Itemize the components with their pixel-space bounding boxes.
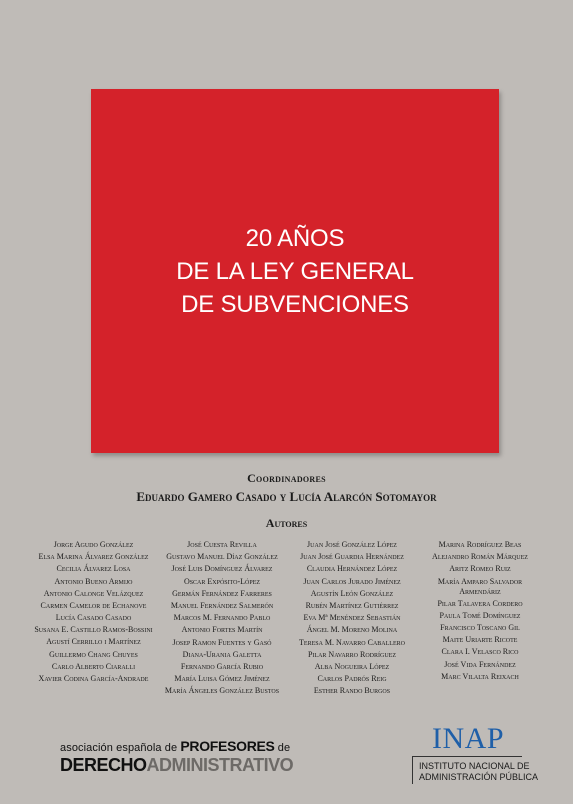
author-name: Juan Carlos Jurado Jiménez (303, 576, 401, 586)
author-name: Maite Uriarte Ricote (442, 635, 518, 645)
association-line-2 (60, 755, 293, 776)
author-name: Eva Mª Menéndez Sebastián (303, 613, 401, 623)
author-name: Manuel Fernández Salmerón (170, 601, 274, 611)
author-name: Germán Fernández Farreres (172, 588, 272, 598)
author-name: Gustavo Manuel Díaz González (166, 552, 278, 562)
author-name: Pilar Talavera Cordero (437, 598, 523, 608)
author-name: Agustí Cerrillo i Martínez (46, 637, 141, 647)
coordinators-names: Eduardo Gamero Casado y Lucía Alarcón Sotomayor (136, 489, 437, 504)
author-name: Marcos M. Fernando Pablo (173, 613, 271, 623)
title-box (91, 89, 499, 453)
author-name: Marina Rodríguez Beas (438, 540, 522, 549)
author-name: Carlos Padrós Reig (317, 674, 387, 684)
author-name: Antonio Fortes Martín (181, 625, 263, 635)
author-name: José Vida Fernández (444, 659, 516, 669)
author-name: Teresa M. Navarro Caballero (299, 637, 405, 647)
association-suffix: de (274, 742, 291, 754)
association-line-1 (60, 738, 293, 754)
author-name: Josep Ramon Fuentes y Gasó (172, 637, 272, 647)
author-name: Oscar Expósito-López (183, 576, 261, 586)
author-name: Francisco Toscano Gil (440, 623, 520, 633)
title-line-1: 20 AÑOS (245, 225, 345, 252)
association-profesores: PROFESORES (180, 738, 275, 754)
author-name: Susana E. Castillo Ramos-Bossini (34, 625, 153, 635)
title-line-3: DE SUBVENCIONES (181, 291, 409, 318)
author-name: José Luis Domínguez Álvarez (171, 564, 273, 574)
author-name: Rubén Martínez Gutiérrez (305, 601, 399, 611)
author-name: José Cuesta Revilla (187, 540, 257, 549)
inap-name (419, 761, 538, 783)
author-name: María Ángeles González Bustos (164, 686, 280, 696)
author-name: Carmen Camelor de Echanove (40, 601, 147, 611)
book-title (91, 222, 499, 321)
inap-divider (412, 756, 522, 757)
author-name: Agustín León González (310, 588, 394, 598)
author-name: María Amparo Salvador Armendáriz (437, 576, 523, 596)
association-derecho: DERECHO (60, 755, 147, 775)
author-name: Aritz Romeo Ruiz (449, 564, 511, 574)
authors-column-2 (158, 539, 286, 698)
association-prefix: asociación española de (60, 742, 181, 754)
author-name: Xavier Codina García-Andrade (38, 674, 149, 684)
author-name: Guillermo Chang Chuyes (49, 649, 138, 659)
association-logo (60, 738, 293, 776)
inap-line-1: INSTITUTO NACIONAL DE (419, 761, 530, 771)
authors-column-3 (292, 539, 412, 698)
author-name: Alba Nogueira López (314, 662, 390, 672)
author-name: Marc Vilalta Reixach (441, 671, 519, 681)
author-name: Carlo Alberto Ciaralli (51, 661, 136, 671)
author-name: Cecilia Álvarez Losa (56, 564, 131, 574)
coordinators-label: Coordinadores (247, 471, 326, 485)
authors-label: Autores (265, 516, 308, 530)
inap-line-2: ADMINISTRACIÓN PÚBLICA (419, 772, 539, 782)
author-name: Clara I. Velasco Rico (441, 647, 519, 657)
inap-logo: INAP (432, 722, 505, 755)
author-name: Juan José González López (307, 540, 397, 549)
author-name: Ángel M. Moreno Molina (306, 625, 398, 635)
author-name: Lucía Casado Casado (55, 613, 132, 623)
author-name: Diana-Urania Galetta (182, 649, 262, 659)
author-name: Fernando García Rubio (180, 662, 264, 672)
authors-column-1 (30, 539, 157, 685)
author-name: María Luisa Gómez Jiménez (174, 674, 270, 684)
authors-column-4 (424, 539, 536, 683)
inap-divider-vertical (412, 756, 413, 784)
author-name: Elsa Marina Álvarez González (38, 552, 149, 562)
author-name: Pilar Navarro Rodríguez (307, 649, 396, 659)
author-name: Claudia Hernández López (306, 564, 398, 574)
author-name: Esther Rando Burgos (313, 686, 391, 696)
author-name: Juan José Guardia Hernández (300, 552, 404, 562)
association-administrativo: ADMINISTRATIVO (146, 755, 294, 775)
title-line-2: DE LA LEY GENERAL (176, 258, 414, 285)
author-name: Antonio Bueno Armijo (54, 576, 133, 586)
author-name: Jorge Agudo González (53, 540, 134, 549)
author-name: Antonio Calonge Velázquez (43, 588, 144, 598)
author-name: Paula Tomé Domínguez (439, 610, 521, 620)
author-name: Alejandro Román Márquez (432, 552, 528, 562)
